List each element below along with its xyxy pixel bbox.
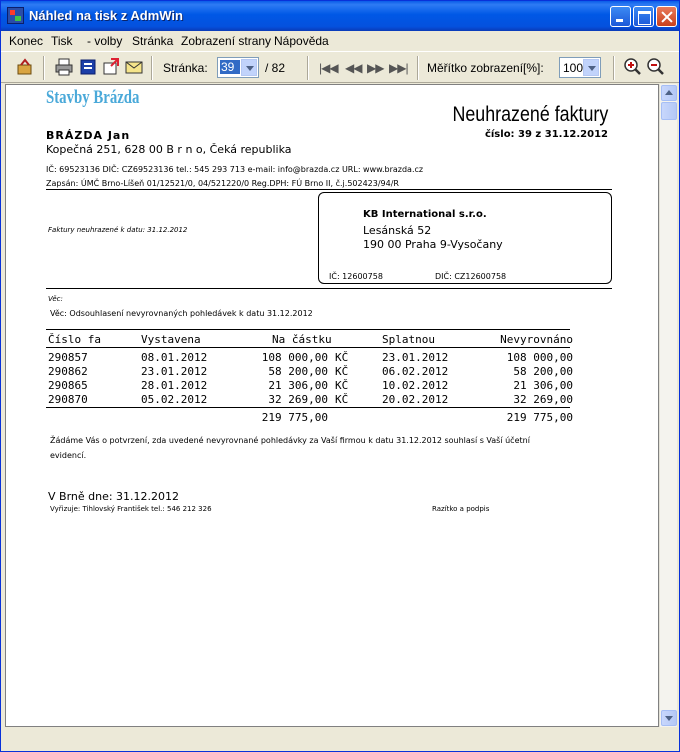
recipient-dic: DIČ: CZ12600758	[435, 272, 507, 281]
recipient-street: Lesánská 52	[363, 224, 432, 237]
cell-amount: 108 000,00	[261, 351, 328, 364]
zoom-label: Měřítko zobrazení[%]:	[427, 61, 544, 75]
col-number-header: Číslo fa	[48, 333, 101, 346]
maximize-button[interactable]	[633, 6, 654, 27]
scroll-down-icon[interactable]	[661, 710, 677, 726]
table-header	[48, 333, 573, 346]
last-page-icon[interactable]: ▶▶|	[389, 61, 408, 75]
document-page	[5, 84, 659, 727]
request-text-line2: evidencí.	[50, 451, 87, 460]
scroll-up-icon[interactable]	[661, 85, 677, 101]
page-setup-icon[interactable]	[78, 57, 98, 77]
vertical-scrollbar[interactable]	[659, 84, 677, 727]
scroll-thumb[interactable]	[661, 102, 677, 120]
document-number: číslo: 39 z 31.12.2012	[484, 129, 608, 140]
divider	[46, 347, 570, 348]
title-bar[interactable]	[1, 1, 679, 31]
company-logo: Stavby Brázda	[46, 87, 140, 108]
company-address: Kopečná 251, 628 00 B r n o, Čeká republika	[46, 143, 292, 156]
first-page-icon[interactable]: |◀◀	[319, 61, 338, 75]
table-row	[48, 365, 573, 378]
col-amount-header: Na částku	[272, 333, 332, 346]
cell-issued: 05.02.2012	[141, 393, 208, 406]
cell-currency: KČ	[335, 365, 349, 378]
company-ids: IČ: 69523136 DIČ: CZ69523136 tel.: 545 293 713 e-mail: info@brazda.cz URL: www.brazda.cz	[46, 165, 424, 174]
menu-konec[interactable]: Konec	[9, 34, 44, 48]
company-name: BRÁZDA Jan	[46, 129, 131, 142]
menu-zobrazeni-strany[interactable]: Zobrazení strany	[181, 34, 272, 48]
table-row	[48, 379, 573, 392]
handler-info: Vyřizuje: Tihlovský František tel.: 546 212 326	[50, 505, 212, 513]
total-unpaid: 219 775,00	[506, 411, 573, 424]
export-icon[interactable]	[101, 57, 121, 77]
cell-number: 290870	[48, 393, 88, 406]
as-of-date: Faktury neuhrazené k datu: 31.12.2012	[48, 226, 188, 234]
cell-issued: 23.01.2012	[141, 365, 208, 378]
next-page-icon[interactable]: ▶▶	[367, 61, 384, 75]
request-text-line1: Žádáme Vás o potvrzení, zda uvedené nevyrovnané pohledávky za Vaší firmou k datu 31.12.2012 souhlasí s Vaší účetní	[50, 436, 530, 445]
cell-currency: KČ	[335, 393, 349, 406]
menu-stranka[interactable]: Stránka	[132, 34, 174, 48]
cell-issued: 28.01.2012	[141, 379, 208, 392]
cell-amount: 21 306,00	[268, 379, 328, 392]
cell-currency: KČ	[335, 379, 349, 392]
page-number-select[interactable]	[217, 57, 259, 78]
divider	[46, 407, 570, 408]
cell-number: 290857	[48, 351, 88, 364]
cell-unpaid: 21 306,00	[513, 379, 573, 392]
stamp-signature-label: Razítko a podpis	[432, 505, 490, 513]
subject-text: Věc: Odsouhlasení nevyrovnaných pohledávek k datu 31.12.2012	[50, 309, 313, 318]
cell-number: 290862	[48, 365, 88, 378]
zoom-value[interactable]: 100	[563, 61, 584, 75]
page-label: Stránka:	[163, 61, 208, 75]
app-icon	[7, 7, 24, 24]
cell-due: 20.02.2012	[382, 393, 449, 406]
table-total-row	[48, 411, 573, 424]
zoom-out-icon[interactable]	[646, 57, 666, 77]
divider	[46, 329, 570, 330]
toolbar	[1, 51, 679, 83]
table-row	[48, 393, 573, 406]
cell-unpaid: 58 200,00	[513, 365, 573, 378]
menu-volby[interactable]: - volby	[87, 34, 123, 48]
cell-unpaid: 32 269,00	[513, 393, 573, 406]
col-issued-header: Vystavena	[141, 333, 201, 346]
place-and-date: V Brně dne: 31.12.2012	[48, 490, 180, 503]
menu-tisk[interactable]: Tisk	[51, 34, 73, 48]
recipient-ic: IČ: 12600758	[329, 272, 383, 281]
zoom-in-icon[interactable]	[623, 57, 643, 77]
recipient-name: KB International s.r.o.	[363, 209, 487, 220]
total-amount: 219 775,00	[261, 411, 328, 424]
document-heading: Neuhrazené faktury	[452, 103, 608, 126]
recipient-city: 190 00 Praha 9-Vysočany	[363, 238, 503, 251]
previous-page-icon[interactable]: ◀◀	[345, 61, 362, 75]
close-button[interactable]	[656, 6, 677, 27]
company-register: Zapsán: ÚMČ Brno-Líšeň 01/12521/0, 04/521220/0 Reg.DPH: FÚ Brno II, č.j.502423/94/R	[46, 179, 399, 188]
email-icon[interactable]	[124, 57, 144, 77]
cell-currency: KČ	[335, 351, 349, 364]
window-title: Náhled na tisk z AdmWin	[29, 8, 183, 23]
cell-number: 290865	[48, 379, 88, 392]
divider	[46, 189, 612, 190]
chevron-down-icon[interactable]	[241, 59, 257, 76]
divider	[46, 288, 612, 289]
exit-icon[interactable]	[15, 57, 35, 77]
printer-icon[interactable]	[54, 57, 74, 77]
menu-napoveda[interactable]: Nápověda	[274, 34, 329, 48]
status-bar	[1, 728, 679, 751]
table-row	[48, 351, 573, 364]
cell-due: 06.02.2012	[382, 365, 449, 378]
recipient-box	[318, 192, 612, 284]
cell-amount: 32 269,00	[268, 393, 328, 406]
menu-bar	[1, 31, 679, 50]
cell-due: 23.01.2012	[382, 351, 449, 364]
cell-due: 10.02.2012	[382, 379, 449, 392]
subject-label: Věc:	[48, 295, 63, 303]
page-total: / 82	[265, 61, 286, 75]
col-due-header: Splatnou	[382, 333, 435, 346]
chevron-down-icon[interactable]	[583, 59, 599, 76]
page-number-value[interactable]: 39	[220, 60, 240, 74]
zoom-select[interactable]	[559, 57, 601, 78]
cell-unpaid: 108 000,00	[506, 351, 573, 364]
cell-issued: 08.01.2012	[141, 351, 208, 364]
cell-amount: 58 200,00	[268, 365, 328, 378]
minimize-button[interactable]	[610, 6, 631, 27]
col-unpaid-header: Nevyrovnáno	[500, 333, 573, 346]
